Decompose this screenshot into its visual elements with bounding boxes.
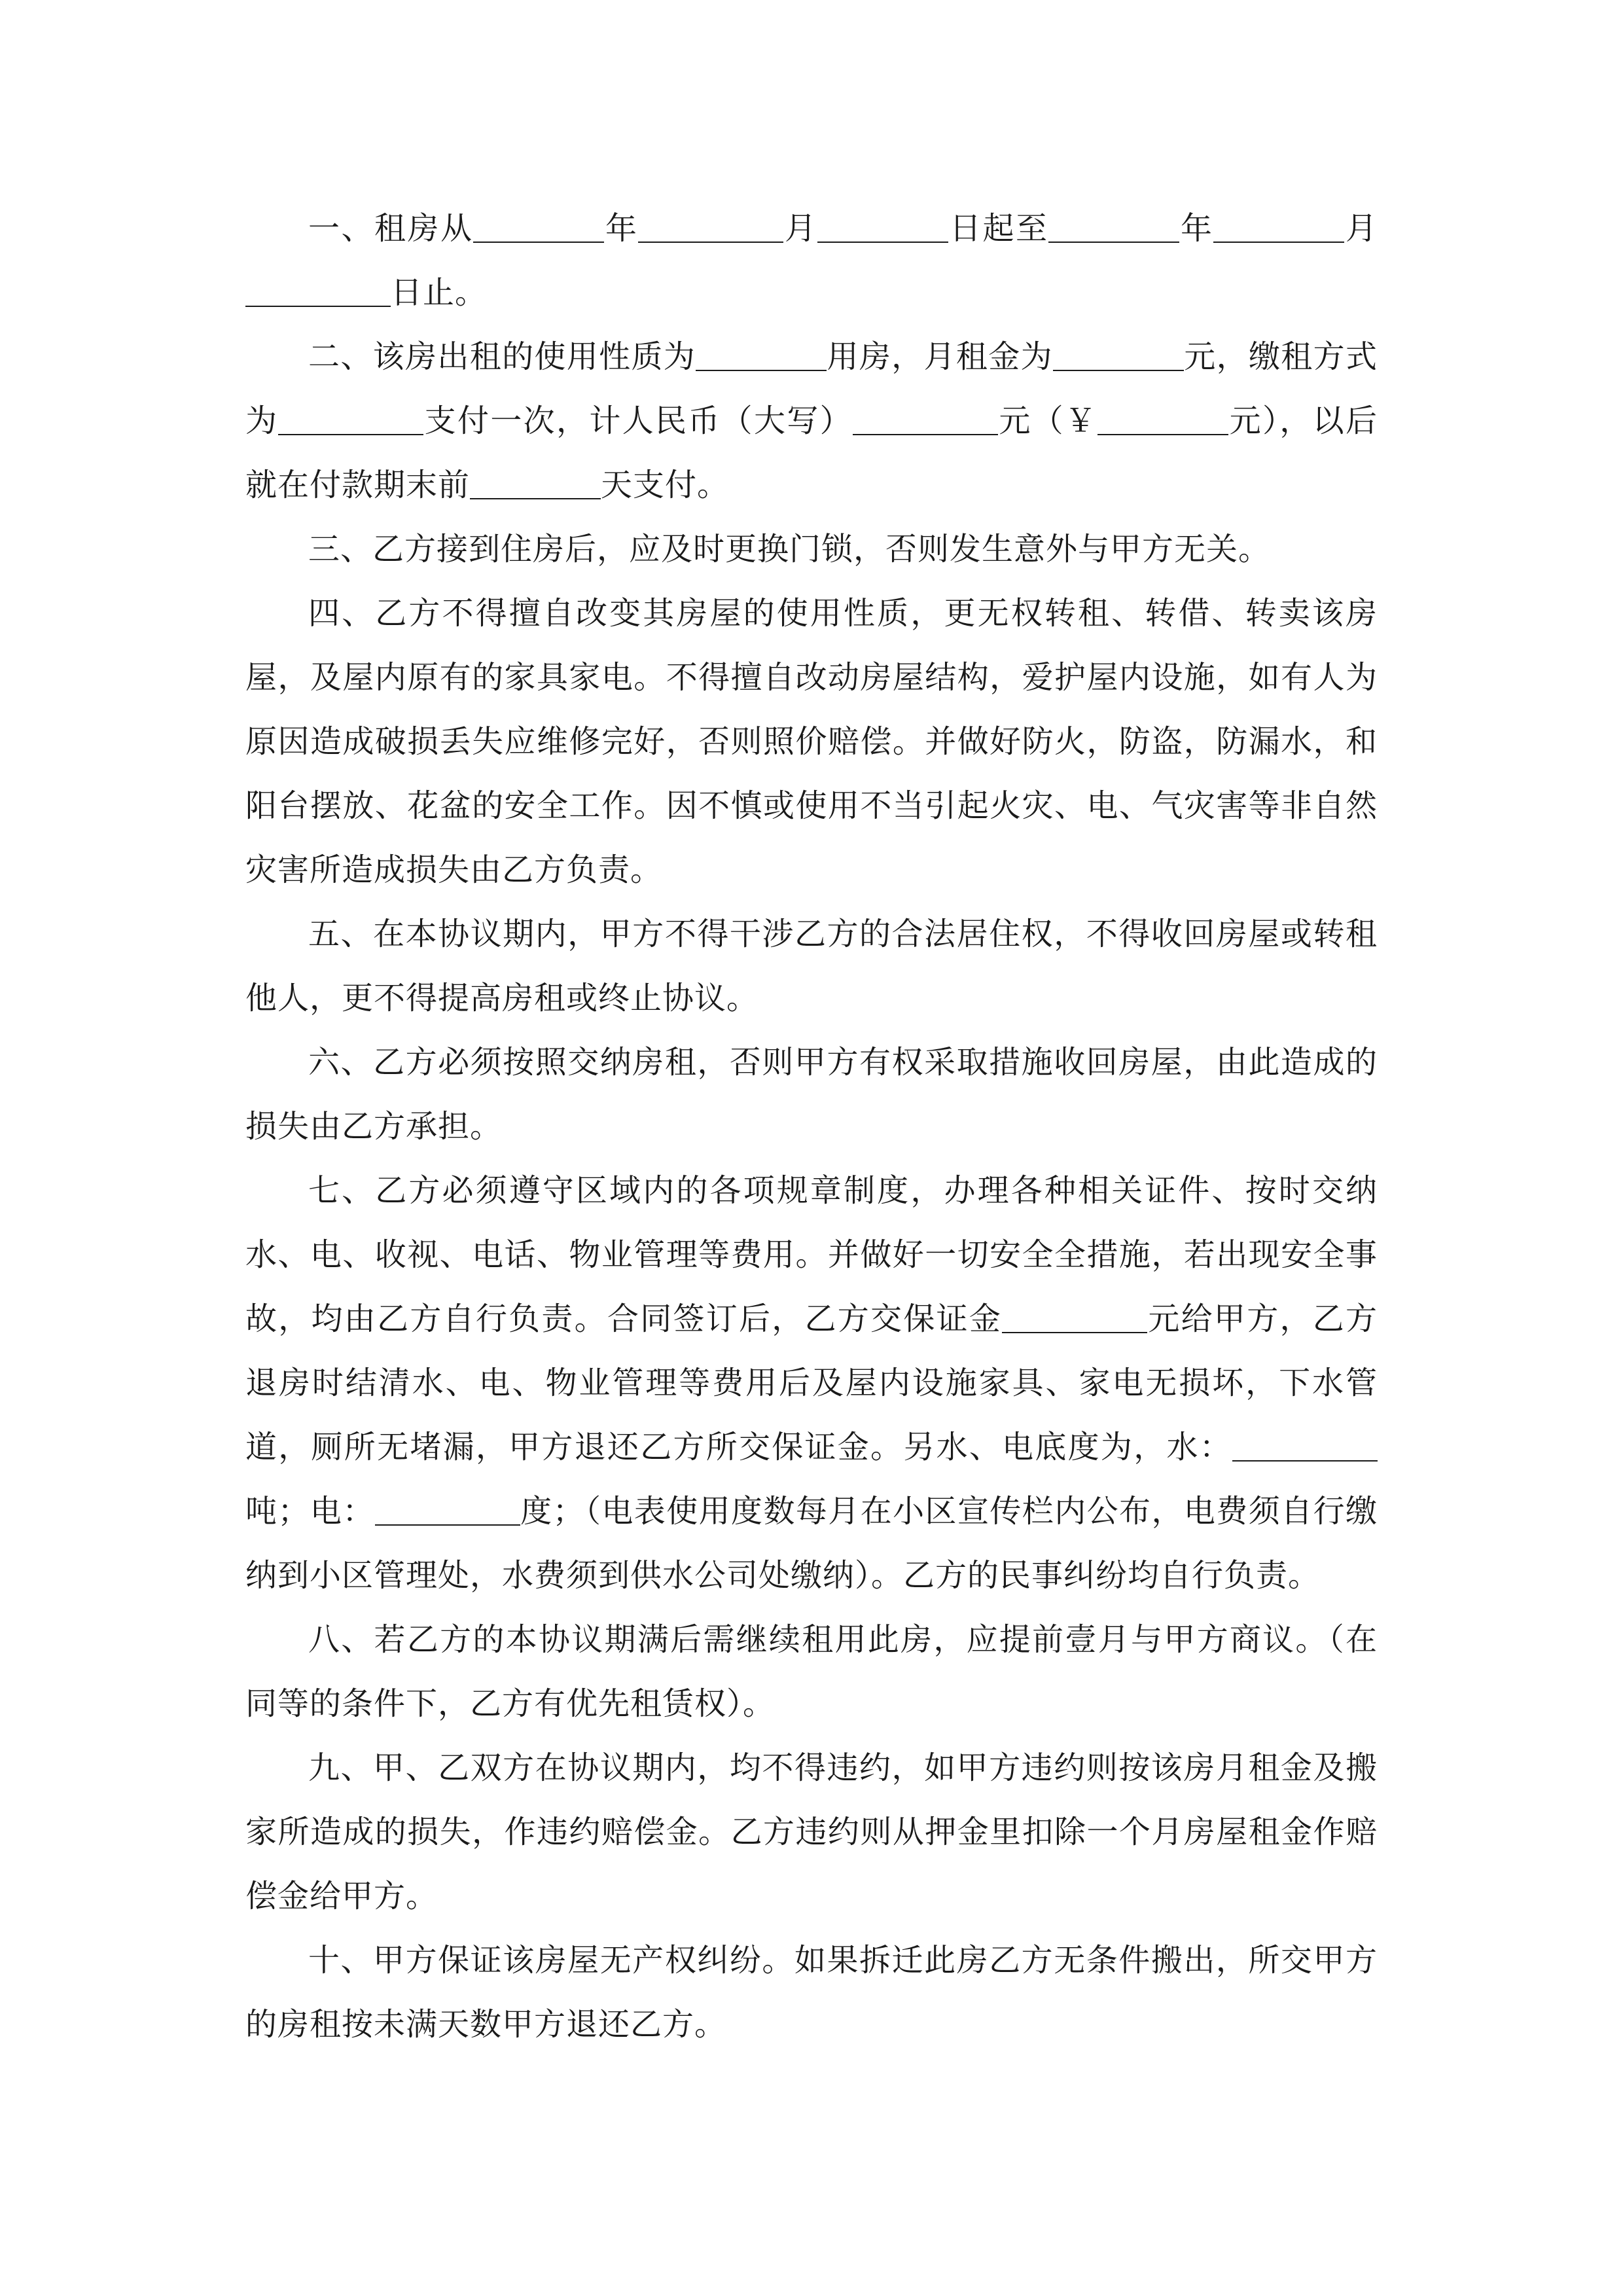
clause-7-text-2: 元给甲方，乙方退房时结清水、电、物业管理等费用后及屋内设施家具、家电无损坏，下水管道，厕所无堵漏，甲方退还乙方所交保证金。另水、电底度为，水： [245,1300,1378,1465]
blank-start-month[interactable] [638,213,783,243]
blank-start-day[interactable] [817,213,948,243]
clause-7 [245,1158,1378,1607]
blank-deposit[interactable] [1002,1303,1147,1333]
clause-7-text-3: 吨；电： [245,1493,375,1530]
clause-1 [245,196,1378,325]
clause-6: 六、乙方必须按照交纳房租，否则甲方有权采取措施收回房屋，由此造成的损失由乙方承担。 [245,1044,1378,1145]
clause-10: 十、甲方保证该房屋无产权纠纷。如果拆迁此房乙方无条件搬出，所交甲方的房租按未满天数甲方退还乙方。 [245,1942,1378,2043]
clause-5: 五、在本协议期内，甲方不得干涉乙方的合法居住权，不得收回房屋或转租他人，更不得提高房租或终止协议。 [245,916,1378,1016]
blank-end-day[interactable] [245,277,391,307]
clause-2 [245,325,1378,517]
clause-4: 四、乙方不得擅自改变其房屋的使用性质，更无权转租、转借、转卖该房屋，及屋内原有的家具家电。不得擅自改动房屋结构，爱护屋内设施，如有人为原因造成破损丢失应维修完好，否则照价赔偿。并做好防火，防盗，防漏水，和阳台摆放、花盆的安全工作。因不慎或使用不当引起火灾、电、气灾害等非自然灾害所造成损失由乙方负责。 [245,595,1378,888]
clause-2-text-7: 天支付。 [601,467,730,503]
blank-electric-reading[interactable] [375,1496,520,1526]
clause-2-text-3: 元，缴租方式为 [245,338,1378,439]
clause-8: 八、若乙方的本协议期满后需继续租用此房，应提前壹月与甲方商议。（在同等的条件下，乙方有优先租赁权）。 [245,1621,1378,1722]
clause-2-text-5: 元（￥ [997,403,1098,439]
blank-days-before[interactable] [470,469,601,499]
clause-1-text-7: 日止。 [391,274,488,311]
blank-payment-period[interactable] [278,405,423,435]
blank-end-year[interactable] [1048,213,1179,243]
clause-1-text-6: 月 [1344,210,1378,247]
blank-end-month-a[interactable] [1213,213,1344,243]
clause-7-text-4: 度；（电表使用度数每月在小区宣传栏内公布，电费须自行缴纳到小区管理处，水费须到供水公司处缴纳）。乙方的民事纠纷均自行负责。 [245,1493,1378,1594]
clause-2-text-1: 二、该房出租的使用性质为 [308,338,696,375]
clause-1-text-2: 年 [604,210,639,247]
blank-usage-type[interactable] [696,341,827,371]
blank-water-reading[interactable] [1232,1431,1378,1462]
clause-1-text-5: 年 [1179,210,1214,247]
clause-2-text-2: 用房，月租金为 [827,338,1053,375]
blank-amount-figures[interactable] [1097,405,1228,435]
clause-2-text-4: 支付一次，计人民币（大写） [423,403,853,439]
contract-body [245,196,1378,2056]
clause-1-text-1: 一、租房从 [308,210,474,247]
blank-start-year[interactable] [473,213,604,243]
clause-2-text-6: 元），以后就在付款期末前 [245,403,1378,503]
clause-3: 三、乙方接到住房后，应及时更换门锁，否则发生意外与甲方无关。 [308,531,1271,567]
blank-monthly-rent[interactable] [1053,341,1184,371]
clause-7-text-1: 七、乙方必须遵守区域内的各项规章制度，办理各种相关证件、按时交纳水、电、收视、电话、物业管理等费用。并做好一切安全全措施，若出现安全事故，均由乙方自行负责。合同签订后，乙方交保证金 [245,1172,1378,1337]
clause-9: 九、甲、乙双方在协议期内，均不得违约，如甲方违约则按该房月租金及搬家所造成的损失，作违约赔偿金。乙方违约则从押金里扣除一个月房屋租金作赔偿金给甲方。 [245,1749,1378,1914]
clause-1-text-3: 月 [783,210,818,247]
blank-amount-words[interactable] [853,405,998,435]
clause-1-text-4: 日起至 [948,210,1049,247]
